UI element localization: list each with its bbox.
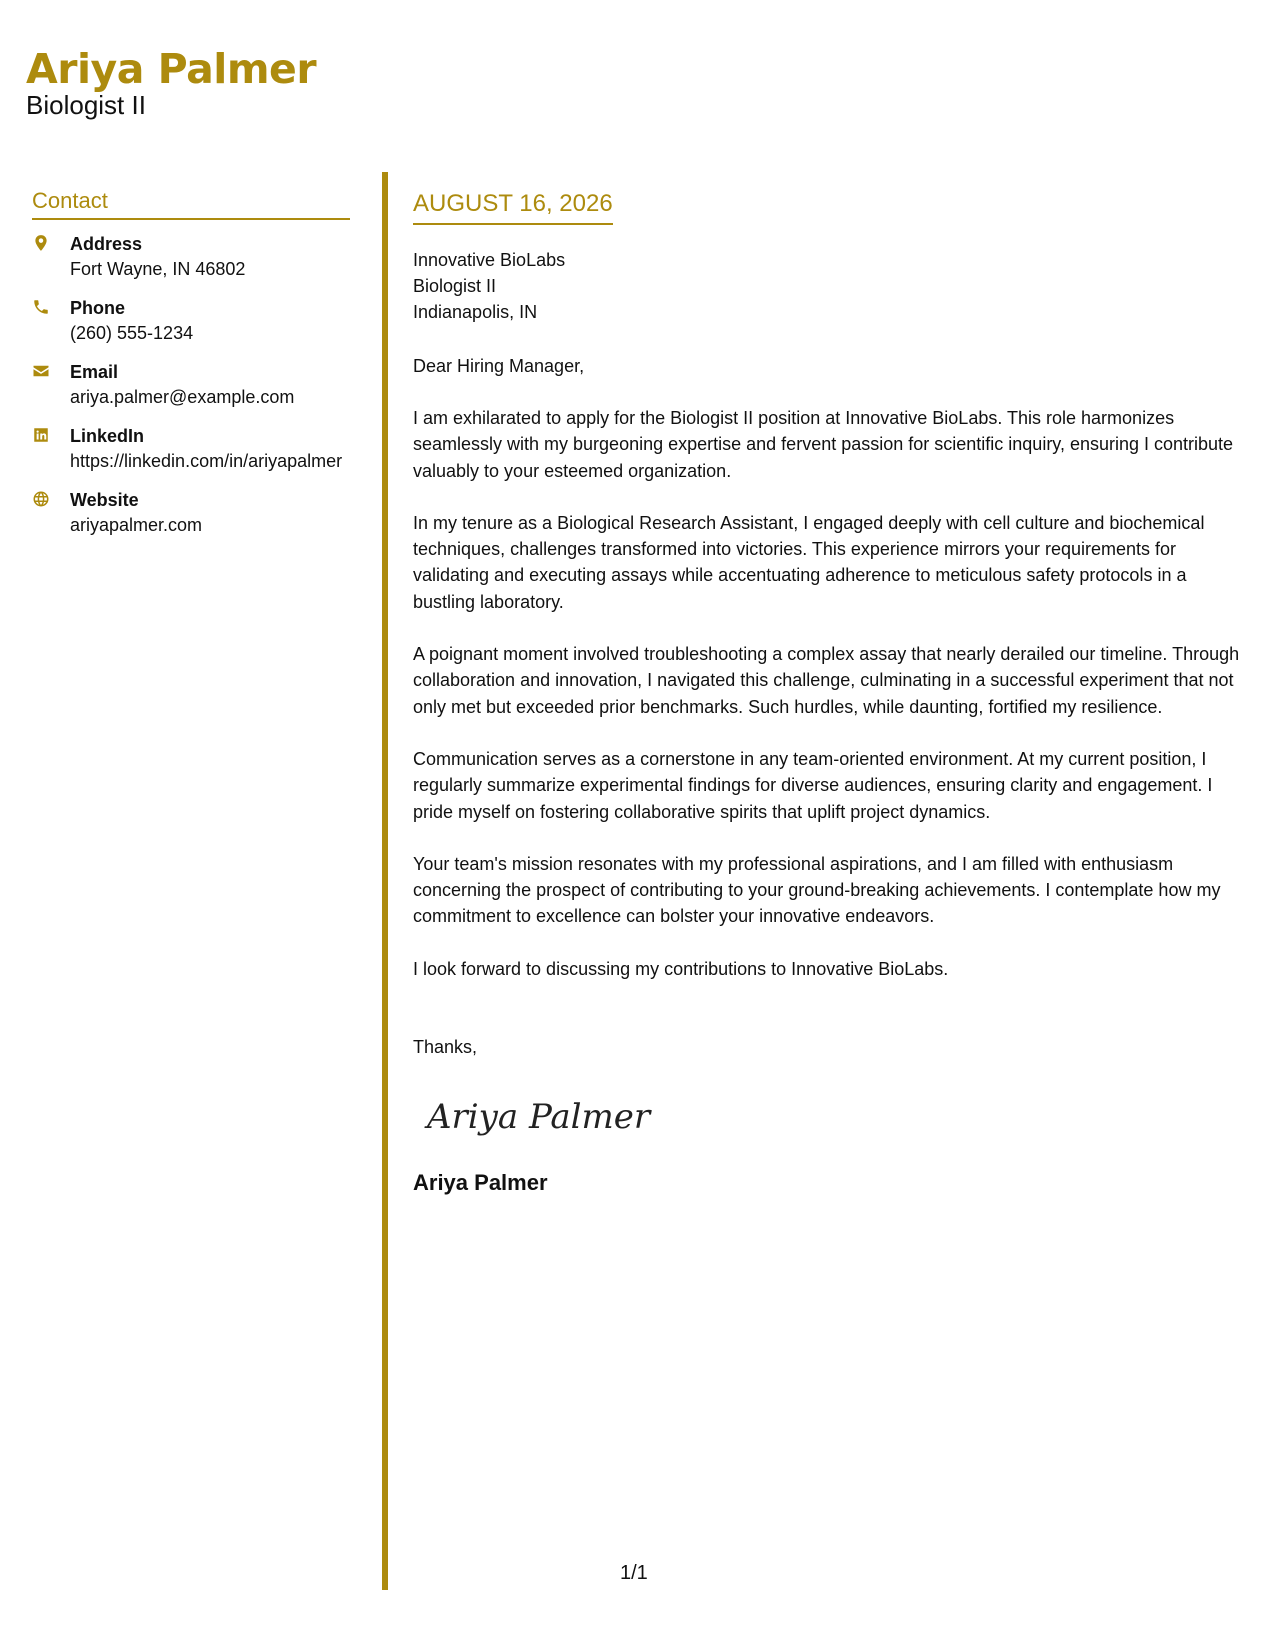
recipient-position: Biologist II <box>413 276 497 296</box>
email-link[interactable]: ariya.palmer@example.com <box>70 387 295 407</box>
body-paragraph: I am exhilarated to apply for the Biologist II position at Innovative BioLabs. This role harmonizes seamlessly with my burgeoning expertise and fervent passion for scientific inquiry, ensuring I contribute valuably to your esteemed organization. <box>413 408 1234 481</box>
vertical-divider <box>382 172 388 1590</box>
contact-item-phone <box>32 296 350 346</box>
contact-item-address <box>32 232 350 282</box>
svg-text:Ariya Palmer: Ariya Palmer <box>427 1097 651 1138</box>
globe-icon <box>32 488 70 510</box>
applicant-title: Biologist II <box>26 90 146 121</box>
recipient-block <box>413 247 1248 325</box>
letter-body <box>413 190 1248 1196</box>
contact-item-email <box>32 360 350 410</box>
website-link[interactable]: ariyapalmer.com <box>70 515 203 535</box>
recipient-location: Indianapolis, IN <box>413 302 538 322</box>
contact-sidebar <box>32 188 350 552</box>
applicant-name: Ariya Palmer <box>26 45 317 93</box>
body-paragraph: Your team's mission resonates with my professional aspirations, and I am filled with enthusiasm concerning the prospect of contributing to your ground-breaking achievements. I contemplate how my commitment to excellence can bolster your innovative endeavors. <box>413 853 1221 927</box>
body-paragraph: Communication serves as a cornerstone in any team-oriented environment. At my current position, I regularly summarize experimental findings for diverse audiences, ensuring clarity and engagement. I pride myself on fostering collaborative spirits that uplift project dynamics. <box>413 748 1213 822</box>
closing: Thanks, <box>413 1037 478 1058</box>
contact-label: Phone <box>70 298 126 318</box>
phone-value: (260) 555-1234 <box>70 323 194 343</box>
contact-label: LinkedIn <box>70 426 145 446</box>
contact-heading: Contact <box>32 188 350 220</box>
body-paragraph: In my tenure as a Biological Research Assistant, I engaged deeply with cell culture and biochemical techniques, challenges transformed into victories. This experience mirrors your requirements for validating and executing assays while accentuating adherence to meticulous safety protocols in a bustling laboratory. <box>413 512 1205 612</box>
envelope-icon <box>32 360 70 382</box>
contact-label: Website <box>70 490 139 510</box>
linkedin-icon <box>32 424 70 446</box>
contact-label: Email <box>70 362 119 382</box>
address-value: Fort Wayne, IN 46802 <box>70 259 246 279</box>
body-paragraph: A poignant moment involved troubleshooting a complex assay that nearly derailed our timeline. Through collaboration and innovation, I navigated this challenge, culminating in a successful experiment that not only met but exceeded prior benchmarks. Such hurdles, while daunting, fortified my resilience. <box>413 644 1240 717</box>
salutation: Dear Hiring Manager, <box>413 356 585 376</box>
recipient-company: Innovative BioLabs <box>413 250 566 270</box>
contact-item-website <box>32 488 350 538</box>
handwritten-signature <box>423 1090 1248 1140</box>
signer-name: Ariya Palmer <box>413 1170 548 1196</box>
letter-header <box>26 46 316 120</box>
body-paragraph: I look forward to discussing my contributions to Innovative BioLabs. <box>413 958 949 979</box>
contact-item-linkedin <box>32 424 350 474</box>
page-number: 1/1 <box>620 1562 648 1584</box>
letter-date: AUGUST 16, 2026 <box>413 190 613 225</box>
contact-label: Address <box>70 234 143 254</box>
map-pin-icon <box>32 232 70 254</box>
phone-icon <box>32 296 70 318</box>
linkedin-link[interactable]: https://linkedin.com/in/ariyapalmer <box>70 451 343 471</box>
